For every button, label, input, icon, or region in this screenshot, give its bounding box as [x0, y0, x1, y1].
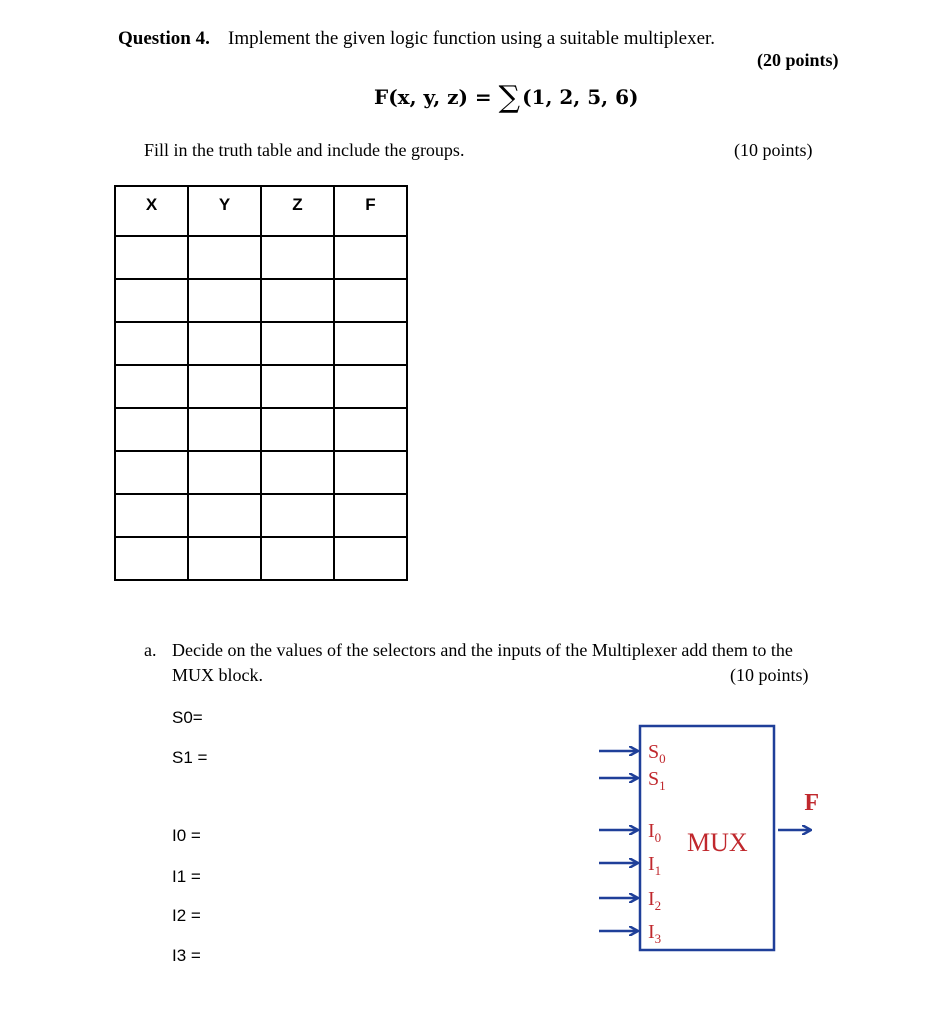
pin-label-i0: $I_0$ [648, 820, 662, 845]
truth-table-cell[interactable] [261, 322, 334, 365]
truth-table-cell[interactable] [261, 537, 334, 580]
truth-table-row [115, 236, 407, 279]
question-label: Question 4. [118, 28, 210, 49]
truth-table-cell[interactable] [261, 494, 334, 537]
pin-label-s1: $S_1$ [648, 768, 666, 793]
header-x: X [115, 186, 188, 236]
selector-s1: S1 = [172, 748, 208, 767]
sigma-symbol: ∑ [498, 80, 521, 115]
truth-table-cell[interactable] [188, 322, 261, 365]
input-i1: I1 = [172, 867, 201, 886]
truth-table-cell[interactable] [115, 408, 188, 451]
truth-table-cell[interactable] [261, 365, 334, 408]
truth-table-cell[interactable] [115, 494, 188, 537]
mux-title: MUX [687, 828, 748, 857]
truth-table-cell[interactable] [334, 408, 407, 451]
truth-table-cell[interactable] [334, 537, 407, 580]
truth-table-cell[interactable] [261, 236, 334, 279]
truth-table-cell[interactable] [188, 365, 261, 408]
truth-table-cell[interactable] [334, 365, 407, 408]
header-f: F [334, 186, 407, 236]
truth-table-row [115, 408, 407, 451]
header-y: Y [188, 186, 261, 236]
truth-table-row [115, 365, 407, 408]
truth-table-cell[interactable] [334, 451, 407, 494]
part-a-text-line1: Decide on the values of the selectors and the inputs of the Multiplexer add them to the [172, 640, 793, 660]
truth-table-cell[interactable] [261, 408, 334, 451]
truth-table-row [115, 279, 407, 322]
truth-table-cell[interactable] [188, 408, 261, 451]
truth-table-cell[interactable] [115, 365, 188, 408]
question-text: Implement the given logic function using a suitable multiplexer. [228, 28, 716, 49]
truth-table-cell[interactable] [115, 451, 188, 494]
mux-diagram [595, 720, 825, 960]
truth-table-cell[interactable] [188, 451, 261, 494]
truth-table-cell[interactable] [115, 279, 188, 322]
mux-output-label: F [804, 790, 819, 816]
input-i2: I2 = [172, 906, 201, 925]
truth-table-row [115, 451, 407, 494]
truth-table-instruction: Fill in the truth table and include the groups. [144, 140, 465, 160]
truth-table-row [115, 494, 407, 537]
formula-lhs: F(x, y, z) = [374, 85, 492, 109]
truth-table-cell[interactable] [334, 236, 407, 279]
truth-table-cell[interactable] [334, 322, 407, 365]
input-i3: I3 = [172, 946, 201, 965]
truth-table-header-row [115, 186, 407, 236]
logic-formula [374, 80, 638, 115]
truth-table-cell[interactable] [188, 494, 261, 537]
truth-table-points: (10 points) [734, 140, 813, 160]
question-points: (20 points) [757, 50, 839, 70]
part-a-points: (10 points) [730, 665, 809, 685]
truth-table-cell[interactable] [261, 451, 334, 494]
pin-label-s0: $S_0$ [648, 741, 666, 766]
truth-table [114, 185, 408, 581]
header-z: Z [261, 186, 334, 236]
truth-table-cell[interactable] [261, 279, 334, 322]
part-a-text-line2: MUX block. [172, 665, 263, 685]
input-i0: I0 = [172, 826, 201, 845]
truth-table-row [115, 537, 407, 580]
part-a-label: a. [144, 640, 157, 660]
truth-table-row [115, 322, 407, 365]
truth-table-cell[interactable] [115, 537, 188, 580]
truth-table-cell[interactable] [188, 279, 261, 322]
truth-table-cell[interactable] [188, 537, 261, 580]
pin-label-i3: $I_3$ [648, 921, 662, 946]
truth-table-cell[interactable] [115, 322, 188, 365]
truth-table-cell[interactable] [334, 494, 407, 537]
formula-terms: (1, 2, 5, 6) [522, 85, 639, 109]
truth-table-cell[interactable] [334, 279, 407, 322]
pin-label-i2: $I_2$ [648, 888, 662, 913]
truth-table-cell[interactable] [115, 236, 188, 279]
selector-s0: S0= [172, 708, 203, 727]
truth-table-cell[interactable] [188, 236, 261, 279]
pin-label-i1: $I_1$ [648, 853, 662, 878]
